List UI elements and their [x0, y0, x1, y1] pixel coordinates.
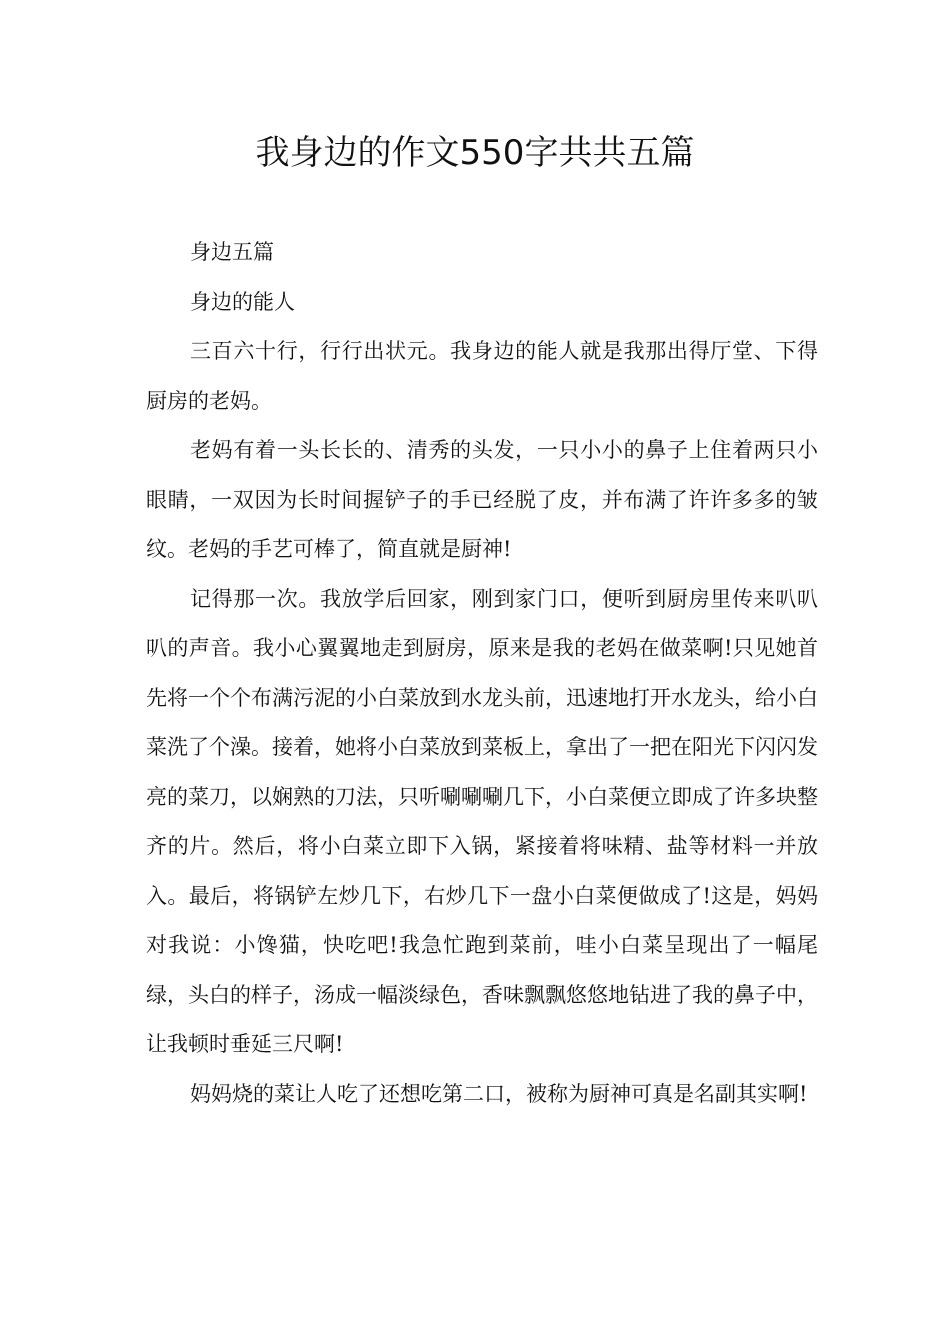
document-title: 我身边的作文550字共共五篇: [255, 133, 695, 173]
paragraph: 妈妈烧的菜让人吃了还想吃第二口，被称为厨神可真是名副其实啊!: [190, 1081, 808, 1106]
paragraph: 身边的能人: [190, 289, 295, 314]
document-body: [146, 228, 818, 1119]
paragraph: 老妈有着一头长长的、清秀的头发，一只小小的鼻子上住着两只小眼睛，一双因为长时间握铲子的手已经脱了皮，并布满了许许多多的皱纹。老妈的手艺可棒了，简直就是厨神!: [146, 438, 818, 561]
paragraph: 三百六十行，行行出状元。我身边的能人就是我那出得厅堂、下得厨房的老妈。: [146, 339, 818, 413]
paragraph: 身边五篇: [190, 240, 274, 264]
paragraph: 记得那一次。我放学后回家，刚到家门口，便听到厨房里传来叭叭叭的声音。我小心翼翼地走到厨房，原来是我的老妈在做菜啊!只见她首先将一个个布满污泥的小白菜放到水龙头前，迅速地打开水龙头，给小白菜洗了个澡。接着，她将小白菜放到菜板上，拿出了一把在阳光下闪闪发亮的菜刀，以娴熟的刀法，只听唰唰唰几下，小白菜便立即成了许多块整齐的片。然后，将小白菜立即下入锅，紧接着将味精、盐等材料一并放入。最后，将锅铲左炒几下，右炒几下一盘小白菜便做成了!这是，妈妈对我说：小馋猫，快吃吧!我急忙跑到菜前，哇小白菜呈现出了一幅尾绿，头白的样子，汤成一幅淡绿色，香味飘飘悠悠地钻进了我的鼻子中，让我顿时垂延三尺啊!: [146, 586, 818, 1056]
